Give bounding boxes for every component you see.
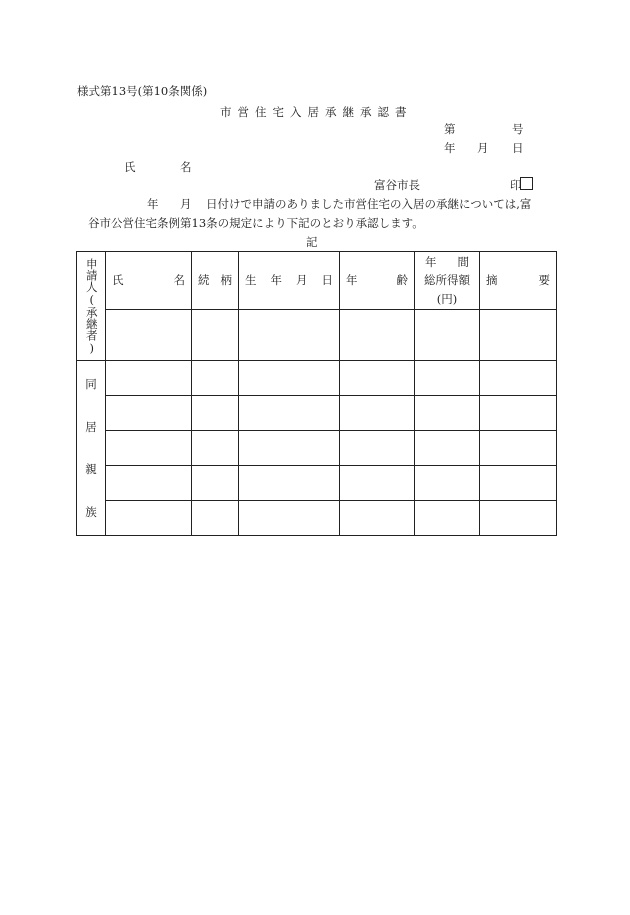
family-label-cell <box>77 361 106 536</box>
family-name-cell <box>106 361 192 396</box>
applicant-age-cell <box>340 310 415 361</box>
col-birth-d: 日 <box>321 273 333 288</box>
col-name-a: 氏 <box>112 273 124 288</box>
family-label-char-4: 族 <box>85 504 97 519</box>
family-income-cell <box>415 466 480 501</box>
family-label-char-3: 親 <box>85 462 97 477</box>
col-birth-b: 年 <box>270 273 282 288</box>
document-title: 市営住宅入居承継承認書 <box>220 105 413 119</box>
col-income-line1b: 間 <box>457 254 469 269</box>
col-age-b: 齢 <box>396 273 408 288</box>
addressee-shi: 氏 <box>124 160 136 174</box>
ki-heading: 記 <box>306 235 318 249</box>
applicant-label-cell <box>77 252 106 361</box>
family-row <box>77 431 557 466</box>
family-remarks-cell <box>480 501 557 536</box>
family-relation-cell <box>192 431 239 466</box>
applicant-row <box>77 310 557 361</box>
family-income-cell <box>415 501 480 536</box>
applicant-relation-cell <box>192 310 239 361</box>
family-name-cell <box>106 431 192 466</box>
family-income-cell <box>415 361 480 396</box>
applicant-income-cell <box>415 310 480 361</box>
col-income-line2: 総所得額 <box>424 273 470 288</box>
family-label-char-2: 居 <box>85 419 97 434</box>
family-relation-cell <box>192 501 239 536</box>
family-relation-cell <box>192 466 239 501</box>
date-year: 年 <box>444 141 456 155</box>
seal-box <box>520 177 533 190</box>
family-relation-cell <box>192 361 239 396</box>
seal-mark: 印 <box>510 178 522 192</box>
family-birth-cell <box>239 361 340 396</box>
body-line1-rest: 日付けで申請のありました市営住宅の入居の承継については,富 <box>206 197 532 211</box>
family-row <box>77 396 557 431</box>
body-line2: 谷市公営住宅条例第13条の規定により下記のとおり承認します。 <box>88 216 424 230</box>
applicant-birth-cell <box>239 310 340 361</box>
family-income-cell <box>415 396 480 431</box>
col-birth-a: 生 <box>245 273 257 288</box>
col-remarks-a: 摘 <box>486 273 498 288</box>
family-row <box>77 361 557 396</box>
family-remarks-cell <box>480 466 557 501</box>
issuer-name: 富谷市長 <box>374 178 420 192</box>
family-birth-cell <box>239 396 340 431</box>
family-age-cell <box>340 361 415 396</box>
doc-no-dai: 第 <box>444 122 456 136</box>
family-relation-cell <box>192 396 239 431</box>
family-name-cell <box>106 466 192 501</box>
family-age-cell <box>340 501 415 536</box>
family-remarks-cell <box>480 361 557 396</box>
addressee-mei: 名 <box>180 160 192 174</box>
col-relation-a: 続 <box>198 273 210 288</box>
family-row <box>77 466 557 501</box>
family-birth-cell <box>239 501 340 536</box>
col-remarks-header <box>480 252 557 310</box>
family-age-cell <box>340 431 415 466</box>
col-relation-b: 柄 <box>220 273 232 288</box>
col-birth-c: 月 <box>296 273 308 288</box>
form-number: 様式第13号(第10条関係) <box>77 84 208 98</box>
col-age-header <box>340 252 415 310</box>
body-month: 月 <box>180 197 192 211</box>
date-month: 月 <box>477 141 489 155</box>
family-birth-cell <box>239 431 340 466</box>
body-year: 年 <box>147 197 159 211</box>
col-age-a: 年 <box>346 273 358 288</box>
col-income-line3: (円) <box>436 291 458 306</box>
col-birth-header <box>239 252 340 310</box>
col-name-header <box>106 252 192 310</box>
applicant-name-cell <box>106 310 192 361</box>
family-name-cell <box>106 396 192 431</box>
applicant-remarks-cell <box>480 310 557 361</box>
col-income-line1a: 年 <box>425 254 437 269</box>
header-row <box>77 252 557 310</box>
family-row <box>77 501 557 536</box>
succession-table <box>76 251 557 536</box>
doc-no-go: 号 <box>512 122 524 136</box>
family-birth-cell <box>239 466 340 501</box>
col-relation-header <box>192 252 239 310</box>
family-remarks-cell <box>480 396 557 431</box>
date-day: 日 <box>512 141 524 155</box>
family-income-cell <box>415 431 480 466</box>
col-remarks-b: 要 <box>538 273 550 288</box>
family-age-cell <box>340 396 415 431</box>
family-remarks-cell <box>480 431 557 466</box>
family-age-cell <box>340 466 415 501</box>
family-label-char-1: 同 <box>85 377 97 392</box>
col-income-header <box>415 252 480 310</box>
col-name-b: 名 <box>173 273 185 288</box>
applicant-label: 申請人(承継者) <box>84 257 99 355</box>
family-name-cell <box>106 501 192 536</box>
